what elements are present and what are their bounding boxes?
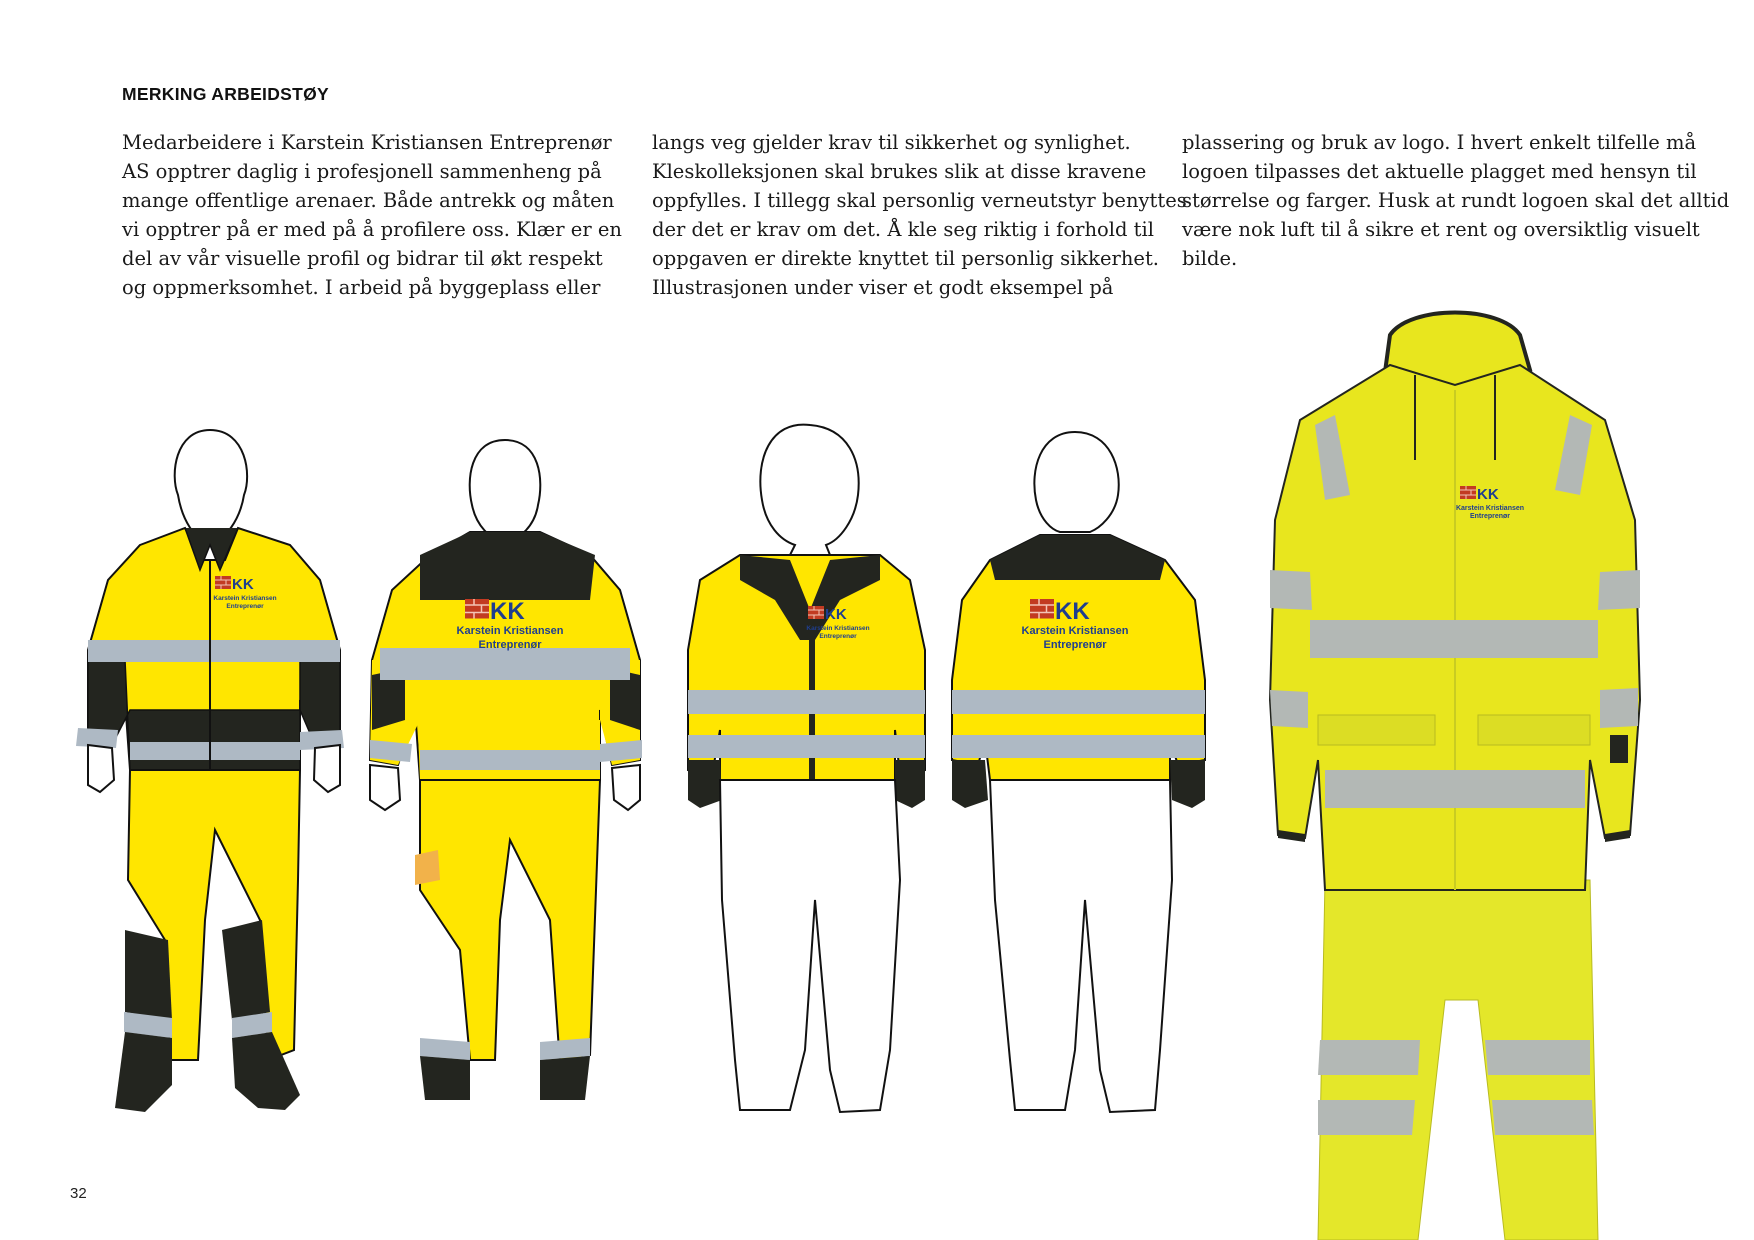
page-number: 32	[70, 1185, 87, 1202]
logo-mark: KK	[232, 576, 254, 593]
logo-name-line1: Karstein Kristiansen	[456, 625, 564, 637]
text-line: og oppmerksomhet. I arbeid på byggeplass eller	[122, 276, 601, 299]
text-line: størrelse og farger. Husk at rundt logoen skal det alltid	[1182, 189, 1730, 212]
figure-front-coverall	[76, 430, 344, 1112]
logo-name-line1: Karstein Kristiansen	[1021, 625, 1129, 637]
text-line: logoen tilpasses det aktuelle plagget med hensyn til	[1182, 160, 1697, 183]
figure-back-coverall	[370, 440, 642, 1100]
section-heading: MERKING ARBEIDSTØY	[122, 84, 329, 104]
logo-mark: KK	[1055, 598, 1090, 625]
logo-mark: KK	[825, 606, 847, 623]
logo-mark: KK	[490, 598, 525, 625]
logo-name-line2: Entreprenør	[1043, 639, 1107, 651]
logo-name-line1: Karstein Kristiansen	[806, 625, 870, 632]
text-line: del av vår visuelle profil og bidrar til økt respekt	[122, 247, 603, 270]
logo-name-line2: Entreprenør	[819, 633, 857, 640]
logo-name-line1: Karstein Kristiansen	[1455, 505, 1525, 512]
logo-name-line1: Karstein Kristiansen	[213, 595, 277, 602]
text-line: Illustrasjonen under viser et godt eksempel på	[652, 276, 1114, 299]
workwear-illustration	[0, 300, 1754, 1240]
figure-front-jacket	[688, 425, 925, 1112]
text-line: Kleskolleksjonen skal brukes slik at disse kravene	[652, 160, 1147, 183]
body-text-column-3	[1182, 128, 1730, 273]
body-text-column-2	[652, 128, 1187, 302]
logo-name-line2: Entreprenør	[1469, 513, 1511, 520]
body-text-column-1	[122, 128, 622, 302]
text-line: langs veg gjelder krav til sikkerhet og synlighet.	[652, 131, 1131, 154]
text-line: oppgaven er direkte knyttet til personlig sikkerhet.	[652, 247, 1159, 270]
text-line: der det er krav om det. Å kle seg riktig i forhold til	[652, 218, 1154, 241]
logo-mark: KK	[1477, 486, 1499, 503]
text-line: mange offentlige arenaer. Både antrekk og måten	[122, 189, 615, 212]
text-line: oppfylles. I tillegg skal personlig verneutstyr benyttes	[652, 189, 1187, 212]
logo-name-line2: Entreprenør	[478, 639, 542, 651]
text-line: Medarbeidere i Karstein Kristiansen Entreprenør	[122, 131, 612, 154]
text-line: vi opptrer på er med på å profilere oss. Klær er en	[122, 218, 622, 241]
product-rain-set	[1270, 313, 1640, 1240]
text-line: plassering og bruk av logo. I hvert enkelt tilfelle må	[1182, 131, 1697, 154]
figure-back-jacket	[952, 432, 1205, 1112]
logo-name-line2: Entreprenør	[226, 603, 264, 610]
text-line: AS opptrer daglig i profesjonell sammenheng på	[122, 160, 602, 183]
text-line: være nok luft til å sikre et rent og oversiktlig visuelt	[1182, 218, 1700, 241]
text-line: bilde.	[1182, 247, 1238, 270]
